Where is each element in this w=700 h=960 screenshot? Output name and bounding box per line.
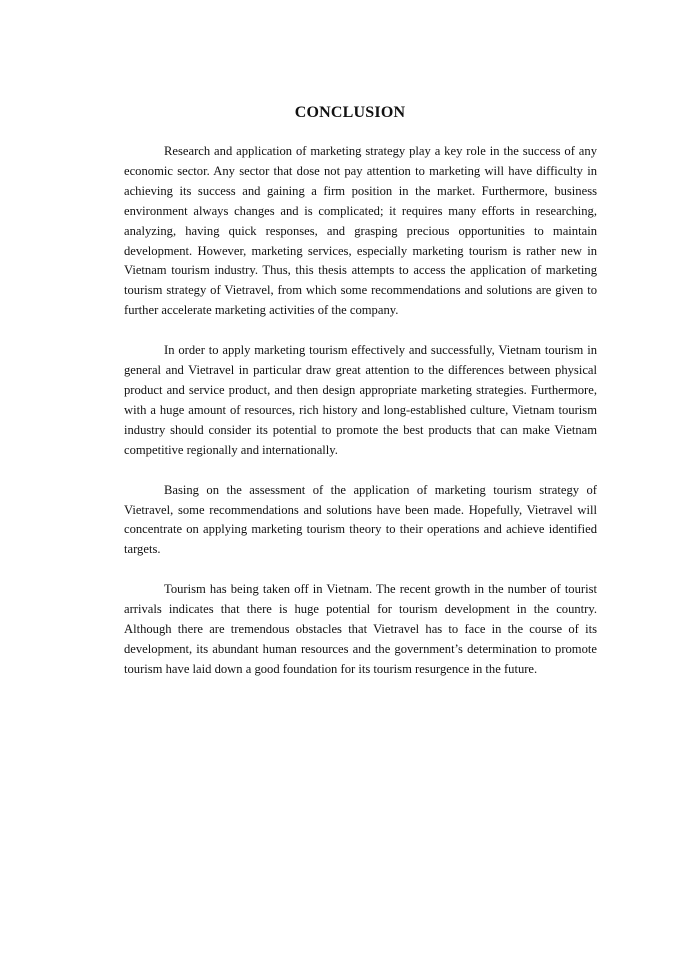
paragraph-4: Tourism has being taken off in Vietnam. The recent growth in the number of tourist arrivals indicates that there is huge potential for tourism development in the country. Although there are tremendous obstacles that Vietravel has to face in the course of its development, its abundant human resources and the government’s determination to promote tourism have laid down a good foundation for its tourism resurgence in the future. [124, 582, 597, 676]
paragraph-1: Research and application of marketing strategy play a key role in the success of any economic sector. Any sector that dose not pay attention to marketing will have difficulty in achieving its success and gaining a firm position in the market. Furthermore, business environment always changes and is complicated; it requires many efforts in researching, analyzing, having quick responses, and grasping precious opportunities to maintain development. However, marketing services, especially marketing tourism is rather new in Vietnam tourism industry. Thus, this thesis attempts to access the application of marketing tourism strategy of Vietravel, from which some recommendations and solutions are given to further accelerate marketing activities of the company. [124, 144, 597, 318]
page-title: CONCLUSION [294, 104, 406, 121]
paragraph-2: In order to apply marketing tourism effectively and successfully, Vietnam tourism in general and Vietravel in particular draw great attention to the differences between physical product and service product, and then design appropriate marketing strategies. Furthermore, with a huge amount of resources, rich history and long-established culture, Vietnam tourism industry should consider its potential to promote the best products that can make Vietnam competitive regionally and internationally. [124, 343, 597, 457]
document-body [124, 142, 597, 700]
paragraph-3: Basing on the assessment of the application of marketing tourism strategy of Vietravel, some recommendations and solutions have been made. Hopefully, Vietravel will concentrate on applying marketing tourism theory to their operations and achieve identified targets. [124, 482, 597, 557]
